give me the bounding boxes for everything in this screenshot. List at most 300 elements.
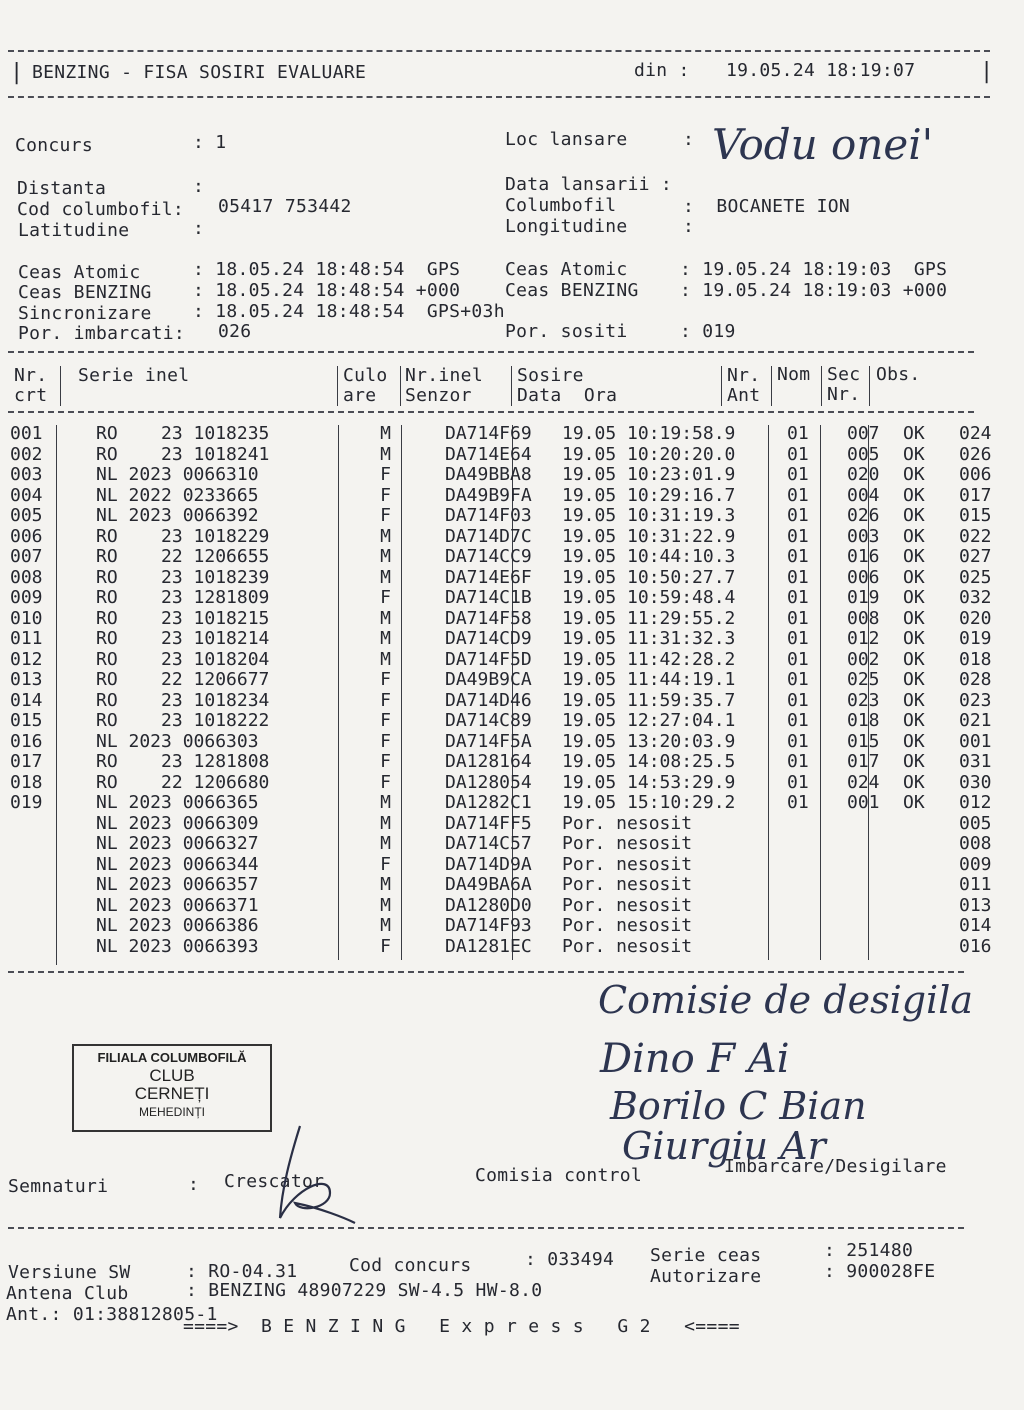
cell-sex: F [380, 853, 391, 875]
cell-senzor: DA714E6F [445, 566, 532, 588]
stamp-line-1: FILIALA COLUMBOFILĂ [97, 1050, 247, 1065]
table-row [10, 424, 1019, 445]
cell-nom: 004 [847, 484, 880, 506]
concurs-value: : 1 [193, 132, 227, 153]
cell-obs: 012 [959, 792, 992, 813]
versiune-label: Versiune SW [8, 1262, 131, 1283]
table-row [10, 588, 1019, 609]
cell-nr [10, 875, 66, 896]
cell-sosire: 19.05 10:44:10.3 [562, 546, 736, 567]
cell-nom [840, 896, 899, 917]
arrivals-table [10, 424, 1019, 957]
cell-sosire: 19.05 11:29:55.2 [562, 607, 736, 629]
cell-nom: 002 [847, 648, 880, 670]
cell-ant [765, 834, 840, 855]
table-bottom-divider [8, 971, 964, 973]
cell-sosire: 19.05 10:20:20.0 [562, 443, 736, 465]
cell-ant: 01 [787, 730, 809, 752]
arrivals-table-body [10, 424, 1019, 957]
table-row [10, 670, 1019, 691]
cell-senzor: DA714F5A [445, 730, 532, 752]
table-top-divider [8, 351, 974, 353]
cell-senzor: DA714CC9 [445, 546, 532, 567]
data-lansarii-label: Data lansarii : [505, 174, 673, 195]
longitudine-sep: : [683, 216, 695, 237]
right-border-mark: | [980, 59, 994, 84]
cell-sec: OK [903, 443, 925, 465]
cell-ring: NL 2023 0066392 [96, 505, 259, 526]
cell-sex: M [380, 628, 391, 649]
cell-sec: OK [903, 628, 925, 649]
cell-senzor: DA49BA6A [445, 874, 532, 895]
hdr-sep-5 [721, 366, 722, 406]
cell-sec: OK [903, 587, 925, 608]
culoare-cell [393, 424, 441, 445]
col-nr-crt-2: crt [14, 385, 48, 406]
cell-senzor: DA714C57 [445, 833, 532, 854]
stamp-line-2: CLUB [149, 1066, 195, 1085]
cell-nom: 005 [847, 443, 880, 465]
cell-sec [899, 937, 951, 958]
culoare-cell [393, 650, 441, 671]
cell-nr: 015 [10, 710, 43, 731]
table-row [10, 773, 1019, 794]
cell-nom: 007 [847, 423, 880, 444]
cell-nom [840, 937, 899, 958]
cell-obs: 019 [959, 628, 992, 649]
table-row [10, 711, 1019, 732]
cell-nr: 017 [10, 751, 43, 772]
cell-ring: RO 23 1018214 [96, 628, 270, 649]
cell-sec [899, 814, 951, 835]
culoare-cell [393, 465, 441, 486]
cell-senzor: DA128054 [445, 771, 532, 793]
cod-concurs-value: : 033494 [525, 1249, 615, 1270]
serie-ceas-label: Serie ceas [650, 1245, 762, 1266]
culoare-cell [393, 773, 441, 794]
left-border-mark: | [10, 60, 24, 85]
culoare-cell [393, 752, 441, 773]
ceas-atomic-label: Ceas Atomic [18, 262, 141, 283]
versiune-value: : RO-04.31 [186, 1261, 298, 1282]
cell-ant: 01 [787, 648, 809, 670]
cell-ring: RO 23 1281808 [96, 751, 270, 772]
cell-ring: NL 2023 0066310 [96, 464, 259, 485]
cell-sosire: 19.05 11:44:19.1 [562, 669, 736, 690]
cell-obs: 028 [959, 669, 992, 690]
distanta-sep: : [193, 176, 205, 197]
cell-obs: 001 [959, 730, 992, 752]
cell-obs: 032 [959, 587, 992, 608]
cell-nom: 025 [847, 669, 880, 690]
cell-sex: M [380, 566, 391, 588]
cell-obs: 005 [959, 812, 992, 834]
cell-ring: RO 22 1206677 [96, 669, 270, 690]
table-row [10, 732, 1019, 753]
col-nr-inel-1: Nr.inel [405, 365, 483, 386]
imbarcare-desigilare-label: Imbarcare/Desigilare [724, 1156, 947, 1177]
cod-columbofil-value: 05417 753442 [218, 196, 352, 217]
cell-sex: M [380, 833, 391, 854]
cell-senzor: DA714F93 [445, 915, 532, 936]
col-sosire-1: Sosire [517, 365, 584, 386]
cell-ant: 01 [787, 689, 809, 711]
culoare-cell [393, 588, 441, 609]
columbofil-value: : BOCANETE ION [683, 196, 851, 217]
top-divider [8, 50, 990, 52]
table-row [10, 937, 1019, 958]
cell-sosire: 19.05 10:50:27.7 [562, 566, 736, 588]
cell-sex: M [380, 874, 391, 895]
serie-ceas-value: : 251480 [824, 1240, 914, 1261]
cell-obs: 020 [959, 607, 992, 629]
handwritten-name-3: Giurgiu Ar [622, 1124, 826, 1168]
cell-sex: F [380, 710, 391, 731]
loc-lansare-label: Loc lansare [505, 129, 628, 150]
col-nr-ant-2: Ant [727, 385, 761, 406]
cell-sosire: 19.05 10:19:58.9 [562, 423, 736, 444]
table-row [10, 486, 1019, 507]
cell-sec: OK [903, 792, 925, 813]
table-row [10, 752, 1019, 773]
cell-nom: 001 [847, 792, 880, 813]
ceas-benzing-end: : 19.05.24 18:19:03 +000 [680, 280, 948, 301]
col-serie-inel: Serie inel [78, 365, 190, 386]
cell-obs: 006 [959, 464, 992, 485]
cell-sosire: 19.05 11:31:32.3 [562, 628, 736, 649]
col-obs: Obs. [876, 364, 921, 385]
cell-sosire: Por. nesosit [562, 894, 693, 916]
cell-senzor: DA49B9FA [445, 484, 532, 506]
cell-obs: 021 [959, 710, 992, 731]
cell-obs: 022 [959, 525, 992, 547]
cell-sex: F [380, 771, 391, 793]
cell-sex: F [380, 689, 391, 711]
col-culoare-2: are [343, 385, 377, 406]
cell-sex: F [380, 935, 391, 957]
cell-ant: 01 [787, 525, 809, 547]
culoare-cell [393, 937, 441, 958]
cell-sec [899, 896, 951, 917]
col-nr-ant-1: Nr. [727, 365, 761, 386]
handwritten-name-2: Borilo C Bian [610, 1084, 867, 1128]
cell-nom: 012 [847, 628, 880, 649]
table-row [10, 445, 1019, 466]
cell-sex: F [380, 730, 391, 752]
col-nr-inel-2: Senzor [405, 385, 472, 406]
cell-ring: RO 23 1018204 [96, 648, 270, 670]
cell-nr: 001 [10, 423, 43, 444]
cell-nom [840, 814, 899, 835]
ceas-benzing-start: : 18.05.24 18:48:54 +000 [193, 280, 461, 301]
cod-concurs-label: Cod concurs [349, 1255, 472, 1276]
cell-nom: 019 [847, 587, 880, 608]
cell-ring: NL 2023 0066386 [96, 915, 259, 936]
culoare-cell [393, 855, 441, 876]
cell-nr [10, 916, 66, 937]
crescator-signature [260, 1118, 360, 1233]
cell-nr: 007 [10, 546, 43, 567]
cell-sosire: 19.05 15:10:29.2 [562, 792, 736, 813]
culoare-cell [393, 732, 441, 753]
cell-nr: 004 [10, 484, 43, 506]
cell-sex: F [380, 751, 391, 772]
culoare-cell [393, 547, 441, 568]
latitudine-sep: : [193, 218, 205, 239]
culoare-cell [393, 793, 441, 814]
cell-nr: 003 [10, 464, 43, 485]
ceas-benzing2-label: Ceas BENZING [505, 280, 639, 301]
culoare-cell [393, 834, 441, 855]
cell-obs: 025 [959, 566, 992, 588]
cod-columbofil-label: Cod columbofil: [17, 199, 185, 220]
cell-sosire: 19.05 13:20:03.9 [562, 730, 736, 752]
cell-sosire: 19.05 10:31:22.9 [562, 525, 736, 547]
cell-ant: 01 [787, 546, 809, 567]
cell-ring: NL 2023 0066357 [96, 874, 259, 895]
cell-senzor: DA128164 [445, 751, 532, 772]
cell-ring: RO 22 1206680 [96, 771, 270, 793]
cell-senzor: DA714F5D [445, 648, 532, 670]
cell-sex: M [380, 915, 391, 936]
cell-sec: OK [903, 484, 925, 506]
longitudine-label: Longitudine [505, 216, 628, 237]
cell-sex: F [380, 669, 391, 690]
imbarcati-label: Por. imbarcati: [18, 323, 186, 344]
cell-ant [765, 855, 840, 876]
cell-sosire: 19.05 14:53:29.9 [562, 771, 736, 793]
table-row [10, 916, 1019, 937]
sositi-label: Por. sositi [505, 321, 628, 342]
cell-nr: 008 [10, 566, 43, 588]
loc-lansare-sep: : [683, 129, 695, 150]
sincronizare-label: Sincronizare [18, 303, 152, 324]
hdr-sep-7 [821, 366, 822, 406]
cell-sex: M [380, 546, 391, 567]
autorizare-label: Autorizare [650, 1266, 762, 1287]
distanta-label: Distanta [17, 178, 107, 199]
table-row [10, 506, 1019, 527]
cell-sex: M [380, 423, 391, 444]
cell-nr: 005 [10, 505, 43, 526]
cell-ring: NL 2023 0066393 [96, 935, 259, 957]
cell-senzor: DA1282C1 [445, 792, 532, 813]
cell-sec: OK [903, 423, 925, 444]
cell-nr: 011 [10, 628, 43, 649]
cell-obs: 013 [959, 894, 992, 916]
cell-nom: 008 [847, 607, 880, 629]
cell-nr: 018 [10, 771, 43, 793]
cell-sex: F [380, 505, 391, 526]
cell-nr: 016 [10, 730, 43, 752]
cell-sex: F [380, 587, 391, 608]
footer-divider [8, 1227, 964, 1229]
cell-ring: NL 2023 0066309 [96, 812, 259, 834]
cell-sec: OK [903, 525, 925, 547]
cell-sosire: 19.05 10:59:48.4 [562, 587, 736, 608]
latitudine-label: Latitudine [18, 220, 130, 241]
col-sosire-2: Data Ora [517, 385, 618, 406]
table-row [10, 896, 1019, 917]
cell-sosire: Por. nesosit [562, 915, 693, 936]
cell-sex: M [380, 443, 391, 465]
table-row [10, 527, 1019, 548]
table-row [10, 875, 1019, 896]
cell-nom [840, 834, 899, 855]
hdr-sep-8 [869, 366, 870, 406]
cell-senzor: DA714D9A [445, 853, 532, 875]
cell-senzor: DA714CD9 [445, 628, 532, 649]
table-row [10, 465, 1019, 486]
culoare-cell [393, 486, 441, 507]
cell-sosire: 19.05 11:59:35.7 [562, 689, 736, 711]
cell-sec: OK [903, 607, 925, 629]
cell-sec: OK [903, 730, 925, 752]
cell-sex: F [380, 484, 391, 506]
cell-sosire: 19.05 10:29:16.7 [562, 484, 736, 506]
culoare-cell [393, 875, 441, 896]
col-sec-2: Nr. [827, 384, 861, 405]
cell-sec: OK [903, 771, 925, 793]
stamp-line-4: MEHEDINȚI [139, 1105, 205, 1119]
cell-ring: RO 23 1018239 [96, 566, 270, 588]
culoare-cell [393, 814, 441, 835]
cell-sosire: 19.05 11:42:28.2 [562, 648, 736, 670]
sositi-value: : 019 [680, 321, 736, 342]
cell-sosire: Por. nesosit [562, 812, 693, 834]
cell-obs: 026 [959, 443, 992, 465]
cell-nom: 020 [847, 464, 880, 485]
hdr-sep-3 [400, 366, 401, 406]
cell-nom: 018 [847, 710, 880, 731]
table-row [10, 568, 1019, 589]
cell-nr [10, 937, 66, 958]
cell-senzor: DA1280D0 [445, 894, 532, 916]
cell-sex: M [380, 525, 391, 547]
crescator-label: Crescator [224, 1171, 325, 1192]
cell-ant: 01 [787, 423, 809, 444]
ant-line: Ant.: 01:38812805-1 [6, 1304, 218, 1325]
cell-senzor: DA714E64 [445, 443, 532, 465]
handwritten-comisie: Comisie de desigila [598, 978, 974, 1022]
cell-sex: M [380, 607, 391, 629]
ceas-atomic-end: : 19.05.24 18:19:03 GPS [680, 259, 948, 280]
cell-sosire: Por. nesosit [562, 874, 693, 895]
cell-ant: 01 [787, 566, 809, 588]
hdr-sep-2 [337, 366, 338, 406]
cell-ring: NL 2023 0066344 [96, 853, 259, 875]
culoare-cell [393, 629, 441, 650]
cell-senzor: DA714C1B [445, 587, 532, 608]
cell-obs: 017 [959, 484, 992, 506]
cell-nom: 026 [847, 505, 880, 526]
cell-sec [899, 855, 951, 876]
col-culoare-1: Culo [343, 365, 388, 386]
cell-ant: 01 [787, 710, 809, 731]
cell-nr [10, 814, 66, 835]
hdr-sep-1 [60, 366, 61, 406]
culoare-cell [393, 527, 441, 548]
cell-senzor: DA1281EC [445, 935, 532, 957]
cell-sex: M [380, 894, 391, 916]
cell-obs: 009 [959, 853, 992, 875]
cell-obs: 023 [959, 689, 992, 711]
cell-senzor: DA49BBA8 [445, 464, 532, 485]
cell-obs: 031 [959, 751, 992, 772]
cell-nr [10, 896, 66, 917]
cell-ring: RO 23 1018241 [96, 443, 270, 465]
table-row [10, 691, 1019, 712]
comisia-control-label: Comisia control [475, 1165, 643, 1186]
cell-senzor: DA714F58 [445, 607, 532, 629]
cell-obs: 011 [959, 874, 992, 895]
cell-ring: NL 2023 0066371 [96, 894, 259, 916]
cell-nr: 014 [10, 689, 43, 711]
cell-ant: 01 [787, 464, 809, 485]
cell-obs: 018 [959, 648, 992, 670]
cell-nr [10, 855, 66, 876]
date-label: din : [634, 60, 690, 81]
cell-nr: 010 [10, 607, 43, 629]
cell-nom: 017 [847, 751, 880, 772]
cell-ant: 01 [787, 505, 809, 526]
cell-nom [840, 875, 899, 896]
culoare-cell [393, 609, 441, 630]
cell-obs: 024 [959, 423, 992, 444]
cell-senzor: DA49B9CA [445, 669, 532, 690]
hdr-sep-4 [511, 366, 512, 406]
cell-sosire: Por. nesosit [562, 853, 693, 875]
col-nr-crt-1: Nr. [14, 365, 48, 386]
cell-nom: 015 [847, 730, 880, 752]
autorizare-value: : 900028FE [824, 1261, 936, 1282]
table-row [10, 814, 1019, 835]
cell-ant [765, 896, 840, 917]
culoare-cell [393, 711, 441, 732]
antena-club-value: : BENZING 48907229 SW-4.5 HW-8.0 [186, 1280, 543, 1301]
cell-nr [10, 834, 66, 855]
cell-sosire: Por. nesosit [562, 833, 693, 854]
cell-sosire: Por. nesosit [562, 935, 693, 957]
cell-ant [765, 875, 840, 896]
report-datetime: 19.05.24 18:19:07 [726, 60, 916, 81]
culoare-cell [393, 691, 441, 712]
concurs-label: Concurs [15, 135, 93, 156]
cell-nom [840, 916, 899, 937]
cell-ring: NL 2023 0066365 [96, 792, 259, 813]
semnaturi-sep: : [188, 1174, 200, 1195]
cell-ant: 01 [787, 751, 809, 772]
culoare-cell [393, 670, 441, 691]
cell-sosire: 19.05 10:23:01.9 [562, 464, 736, 485]
cell-senzor: DA714D46 [445, 689, 532, 711]
cell-senzor: DA714C89 [445, 710, 532, 731]
cell-ant [765, 916, 840, 937]
cell-ring: NL 2023 0066327 [96, 833, 259, 854]
culoare-cell [393, 445, 441, 466]
cell-ant: 01 [787, 669, 809, 690]
cell-nom: 016 [847, 546, 880, 567]
cell-sex: M [380, 792, 391, 813]
culoare-cell [393, 916, 441, 937]
cell-sex: M [380, 812, 391, 834]
cell-ring: NL 2023 0066303 [96, 730, 259, 752]
cell-ring: RO 23 1018222 [96, 710, 270, 731]
table-row [10, 793, 1019, 814]
cell-sosire: 19.05 14:08:25.5 [562, 751, 736, 772]
cell-ring: RO 23 1018234 [96, 689, 270, 711]
cell-obs: 016 [959, 935, 992, 957]
